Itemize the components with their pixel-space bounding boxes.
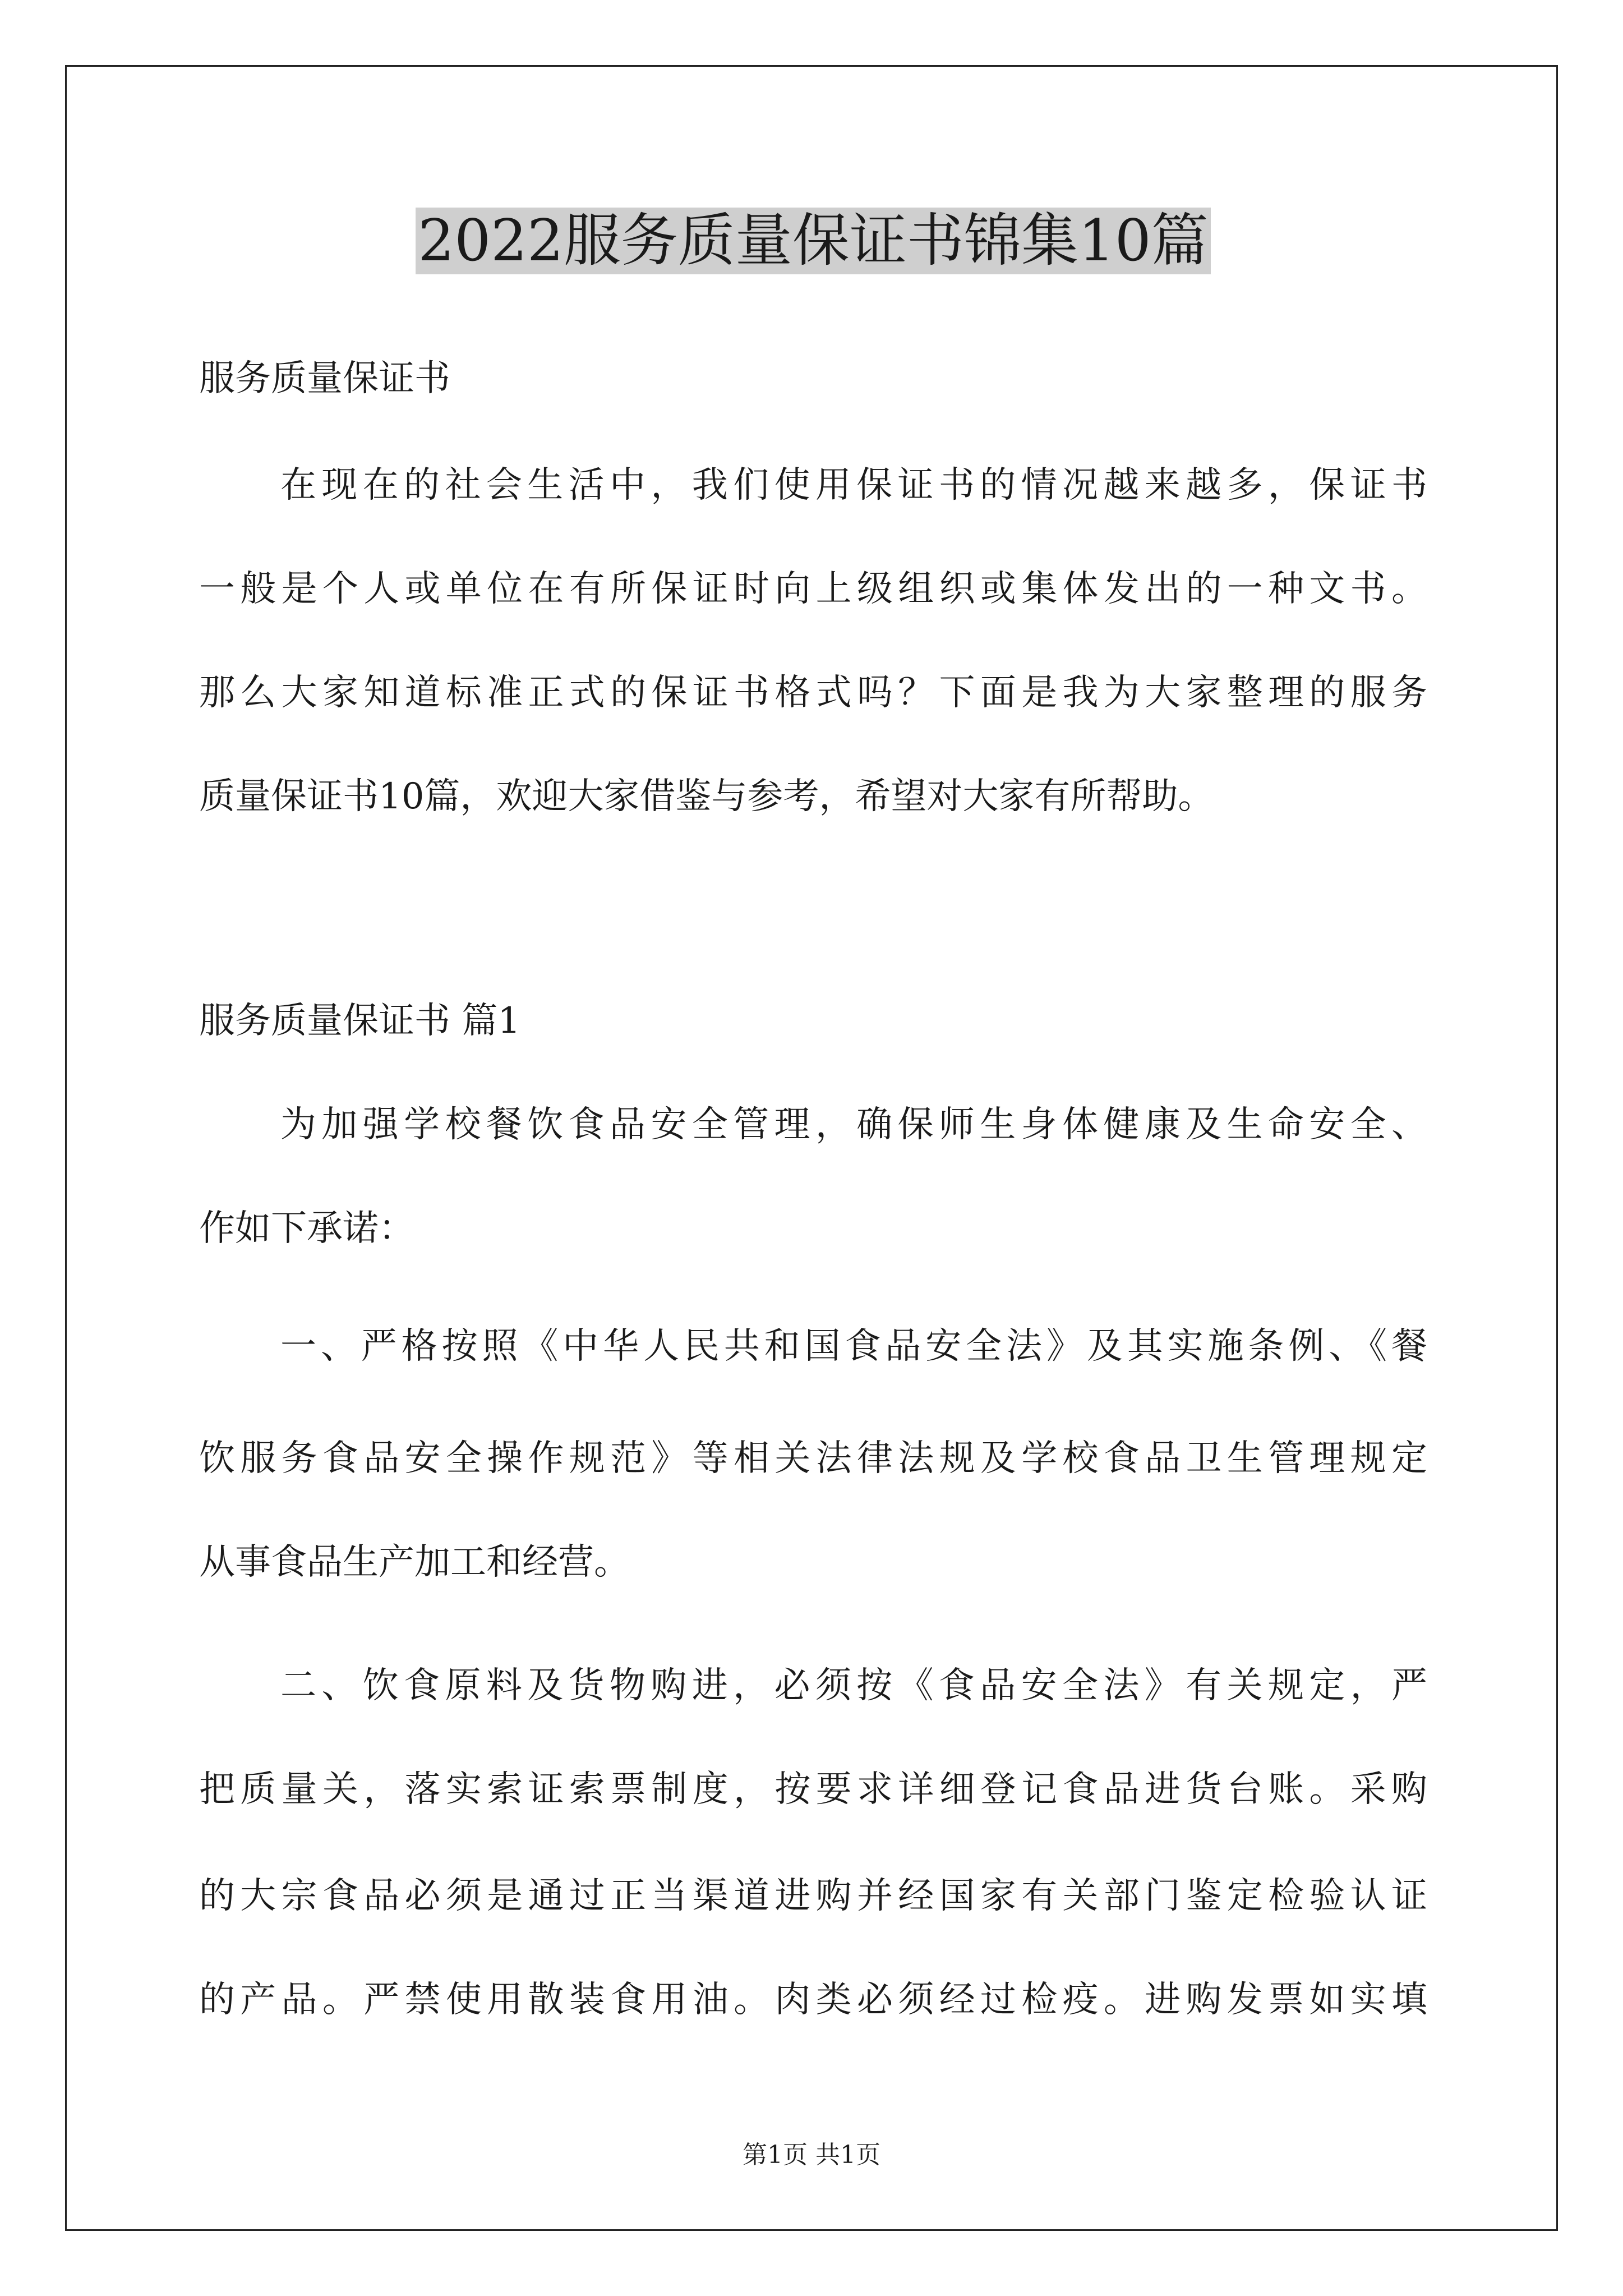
paragraph-line: 一、严格按照《中华人民共和国食品安全法》及其实施条例、《餐 xyxy=(280,1326,1427,1367)
paragraph-line: 从事食品生产加工和经营。 xyxy=(199,1542,630,1583)
paragraph-line: 把质量关，落实索证索票制度，按要求详细登记食品进货台账。采购 xyxy=(199,1769,1427,1810)
paragraph-line: 二、饮食原料及货物购进，必须按《食品安全法》有关规定，严 xyxy=(280,1665,1427,1706)
section-heading: 服务质量保证书 xyxy=(199,358,450,399)
paragraph-line: 一般是个人或单位在有所保证时向上级组织或集体发出的一种文书。 xyxy=(199,568,1427,610)
paragraph-line: 质量保证书10篇，欢迎大家借鉴与参考，希望对大家有所帮助。 xyxy=(199,776,1214,817)
section-heading: 服务质量保证书 篇1 xyxy=(199,1000,521,1042)
paragraph-line: 那么大家知道标准正式的保证书格式吗？下面是我为大家整理的服务 xyxy=(199,672,1427,714)
paragraph-line: 作如下承诺： xyxy=(199,1208,414,1249)
document-title: 2022服务质量保证书锦集10篇 xyxy=(199,202,1427,280)
paragraph-line: 在现在的社会生活中，我们使用保证书的情况越来越多，保证书 xyxy=(280,464,1427,506)
paragraph-line: 的大宗食品必须是通过正当渠道进购并经国家有关部门鉴定检验认证 xyxy=(199,1875,1427,1917)
paragraph-line: 的产品。严禁使用散装食用油。肉类必须经过检疫。进购发票如实填 xyxy=(199,1979,1427,2021)
page-footer: 第1页 共1页 xyxy=(743,2141,880,2169)
paragraph-line: 饮服务食品安全操作规范》等相关法律法规及学校食品卫生管理规定 xyxy=(199,1438,1427,1479)
paragraph-line: 为加强学校餐饮食品安全管理，确保师生身体健康及生命安全、 xyxy=(280,1104,1427,1145)
